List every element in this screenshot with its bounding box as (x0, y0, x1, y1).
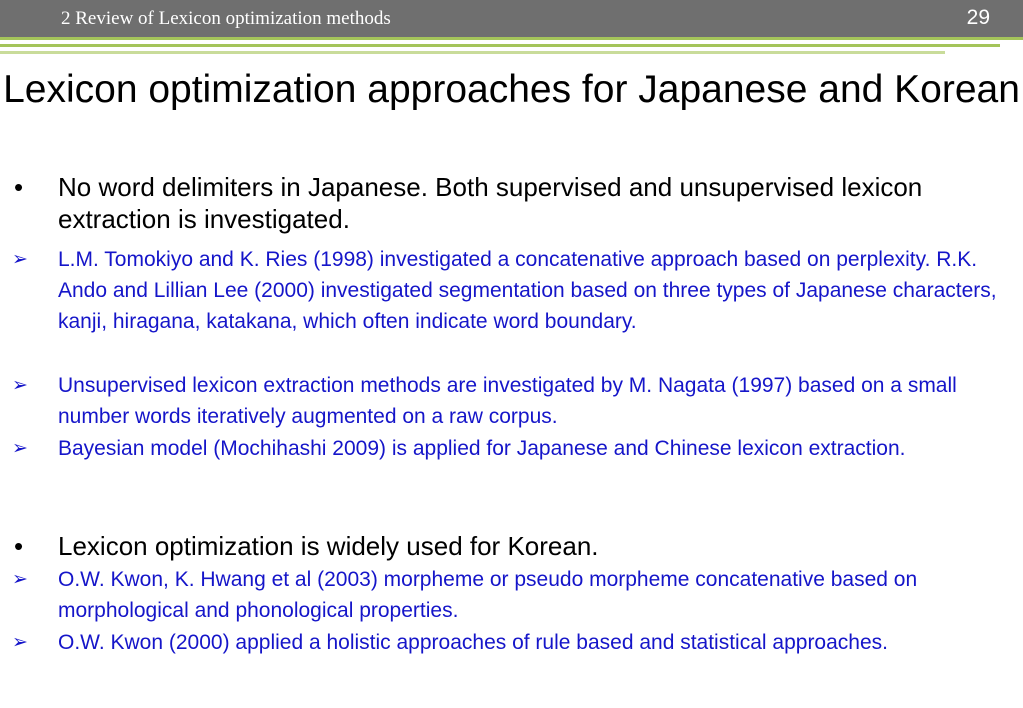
sub-item-nagata (12, 370, 1003, 432)
arrow-bullet-icon: ➢ (12, 375, 28, 396)
bullet-text: No word delimiters in Japanese. Both supervised and unsupervised lexicon extraction is investigated. (58, 172, 923, 234)
arrow-bullet-icon: ➢ (12, 249, 28, 270)
sub-item-text: L.M. Tomokiyo and K. Ries (1998) investigated a concatenative approach based on perplexity. R.K. Ando and Lillian Lee (2000) investigated segmentation based on three types of Japanese characters, kanji, hiragana, katakana, which often indicate word boundary. (58, 248, 997, 333)
accent-line-top (0, 37, 1023, 40)
sub-item-kwon-2000 (12, 627, 1003, 658)
bullet-japanese (14, 171, 1003, 235)
sub-item-text: O.W. Kwon (2000) applied a holistic approaches of rule based and statistical approaches. (58, 631, 888, 654)
sub-item-text: Unsupervised lexicon extraction methods are investigated by M. Nagata (1997) based on a small number words iteratively augmented on a raw corpus. (58, 374, 957, 428)
slide-title: Lexicon optimization approaches for Japanese and Korean (3, 68, 1020, 111)
sub-item-mochihashi (12, 433, 1003, 464)
bullet-marker: • (14, 172, 24, 202)
sub-item-text: O.W. Kwon, K. Hwang et al (2003) morpheme or pseudo morpheme concatenative based on morphological and phonological properties. (58, 568, 918, 622)
accent-line-middle (0, 44, 1000, 47)
sub-item-text: Bayesian model (Mochihashi 2009) is applied for Japanese and Chinese lexicon extraction. (58, 437, 906, 460)
accent-line-bottom (0, 51, 945, 54)
sub-item-tomokiyo-ando (12, 244, 1003, 337)
section-title: 2 Review of Lexicon optimization methods (61, 8, 391, 29)
arrow-bullet-icon: ➢ (12, 438, 28, 459)
header-bar (0, 0, 1023, 37)
sub-item-kwon-hwang (12, 564, 1003, 626)
bullet-korean (14, 530, 1003, 562)
arrow-bullet-icon: ➢ (12, 632, 28, 653)
bullet-text: Lexicon optimization is widely used for Korean. (58, 531, 599, 561)
bullet-marker: • (14, 531, 24, 561)
arrow-bullet-icon: ➢ (12, 569, 28, 590)
slide-number: 29 (966, 6, 990, 29)
